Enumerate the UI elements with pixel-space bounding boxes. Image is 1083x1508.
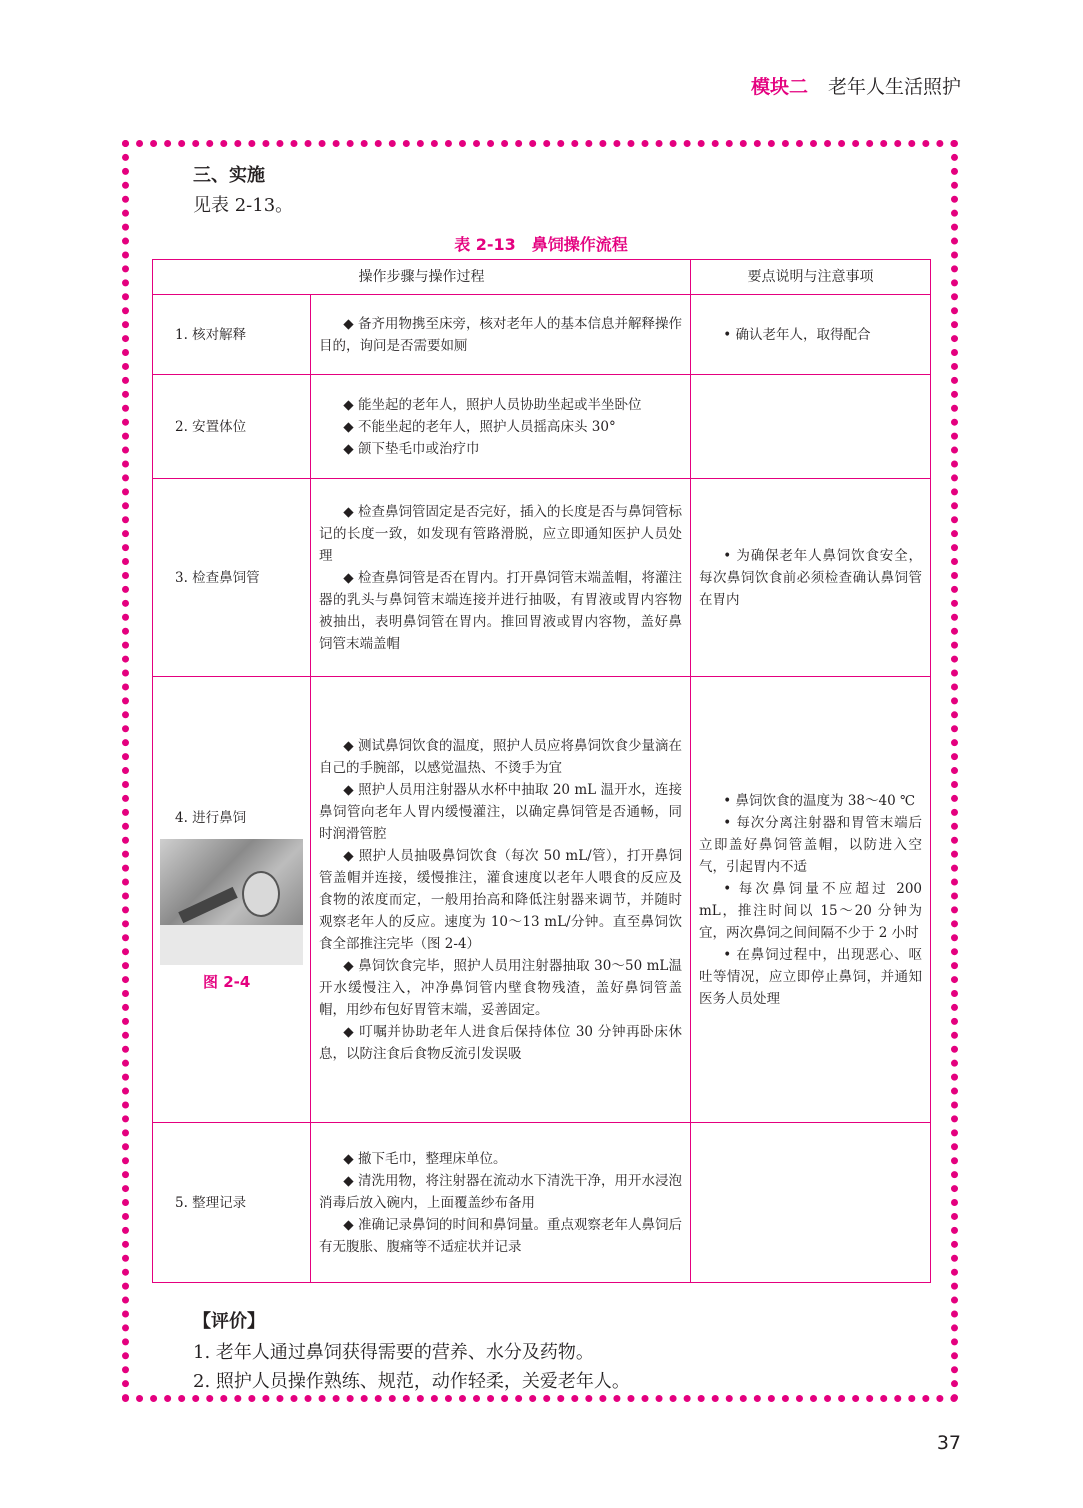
procedure-cell [311, 295, 691, 375]
module-label: 模块二 [750, 76, 808, 98]
chapter-title: 老年人生活照护 [827, 76, 961, 98]
table-row [153, 295, 931, 375]
nasogastric-feeding-photo [160, 839, 303, 965]
step-label: 2. 安置体位 [153, 375, 311, 479]
procedure-cell [311, 479, 691, 677]
table-row [153, 1123, 931, 1283]
col-header-procedure: 操作步骤与操作过程 [153, 260, 691, 295]
col-header-notes: 要点说明与注意事项 [691, 260, 931, 295]
procedure-cell [311, 677, 691, 1123]
procedure-item: ◆ 颌下垫毛巾或治疗巾 [343, 440, 480, 457]
procedure-item: ◆ 清洗用物，将注射器在流动水下清洗干净，用开水浸泡消毒后放入碗内，上面覆盖纱布备用 [319, 1172, 682, 1211]
procedure-cell [311, 1123, 691, 1283]
procedure-table [152, 259, 931, 1283]
page-number: 37 [936, 1432, 961, 1454]
notes-cell [691, 375, 931, 479]
step-label: 5. 整理记录 [153, 1123, 311, 1283]
evaluation-title: 【评价】 [193, 1311, 265, 1332]
note-item: • 每次鼻饲量不应超过 200 mL，推注时间以 15～20 分钟为宜，两次鼻饲之间间隔不少于 2 小时 [699, 880, 922, 941]
note-item: • 确认老年人，取得配合 [723, 326, 871, 343]
note-item: • 在鼻饲过程中，出现恶心、呕吐等情况，应立即停止鼻饲，并通知医务人员处理 [699, 946, 922, 1007]
procedure-item: ◆ 检查鼻饲管是否在胃内。打开鼻饲管末端盖帽，将灌注器的乳头与鼻饲管末端连接并进行抽吸，有胃液或胃内容物被抽出，表明鼻饲管在胃内。推回胃液或胃内容物，盖好鼻饲管末端盖帽 [319, 569, 682, 652]
step-label: 3. 检查鼻饲管 [153, 479, 311, 677]
step-label: 1. 核对解释 [153, 295, 311, 375]
procedure-item: ◆ 不能坐起的老年人，照护人员摇高床头 30° [343, 418, 616, 435]
section-title: 三、实施 [193, 165, 265, 186]
procedure-item: ◆ 准确记录鼻饲的时间和鼻饲量。重点观察老年人鼻饲后有无腹胀、腹痛等不适症状并记录 [319, 1216, 682, 1255]
table-row [153, 375, 931, 479]
notes-cell [691, 479, 931, 677]
note-item: • 为确保老年人鼻饲饮食安全，每次鼻饲饮食前必须检查确认鼻饲管在胃内 [699, 547, 922, 608]
table-caption: 表 2-13 鼻饲操作流程 [454, 235, 628, 254]
procedure-cell [311, 375, 691, 479]
procedure-item: ◆ 照护人员抽吸鼻饲饮食（每次 50 mL/管），打开鼻饲管盖帽并连接，缓慢推注，灌食速度以老年人喂食的反应及食物的浓度而定，一般用抬高和降低注射器来调节，并随时观察老年人的反应。速度为 10～13 mL/分钟。直至鼻饲饮食全部推注完毕（图 2-4） [319, 847, 682, 952]
step-cell [153, 677, 311, 1123]
table-header-row [153, 260, 931, 295]
notes-cell [691, 677, 931, 1123]
page-header [751, 72, 961, 99]
notes-cell [691, 295, 931, 375]
note-item: • 每次分离注射器和胃管末端后立即盖好鼻饲管盖帽，以防进入空气，引起胃内不适 [699, 814, 922, 875]
procedure-item: ◆ 检查鼻饲管固定是否完好，插入的长度是否与鼻饲管标记的长度一致，如发现有管路滑脱，应立即通知医护人员处理 [319, 503, 682, 564]
procedure-item: ◆ 照护人员用注射器从水杯中抽取 20 mL 温开水，连接鼻饲管向老年人胃内缓慢灌注，以确定鼻饲管是否通畅，同时润滑管腔 [319, 781, 682, 842]
procedure-item: ◆ 测试鼻饲饮食的温度，照护人员应将鼻饲饮食少量滴在自己的手腕部，以感觉温热、不烫手为宜 [319, 737, 682, 776]
evaluation-item: 1. 老年人通过鼻饲获得需要的营养、水分及药物。 [193, 1342, 594, 1363]
notes-cell [691, 1123, 931, 1283]
procedure-item: ◆ 叮嘱并协助老年人进食后保持体位 30 分钟再卧床休息，以防注食后食物反流引发误吸 [319, 1023, 682, 1062]
procedure-item: ◆ 能坐起的老年人，照护人员协助坐起或半坐卧位 [343, 396, 642, 413]
table-row [153, 479, 931, 677]
note-item: • 鼻饲饮食的温度为 38～40 ℃ [723, 792, 916, 809]
evaluation-item: 2. 照护人员操作熟练、规范，动作轻柔，关爱老年人。 [193, 1371, 630, 1392]
procedure-item: ◆ 备齐用物携至床旁，核对老年人的基本信息并解释操作目的，询问是否需要如厕 [319, 315, 682, 354]
section-text: 见表 2-13。 [193, 195, 294, 216]
step-label: 4. 进行鼻饲 [175, 809, 247, 826]
procedure-item: ◆ 撤下毛巾，整理床单位。 [343, 1150, 507, 1167]
table-row [153, 677, 931, 1123]
figure-caption: 图 2-4 [203, 972, 251, 991]
procedure-item: ◆ 鼻饲饮食完毕，照护人员用注射器抽取 30～50 mL温开水缓慢注入，冲净鼻饲管内壁食物残渣，盖好鼻饲管盖帽，用纱布包好胃管末端，妥善固定。 [319, 957, 682, 1018]
